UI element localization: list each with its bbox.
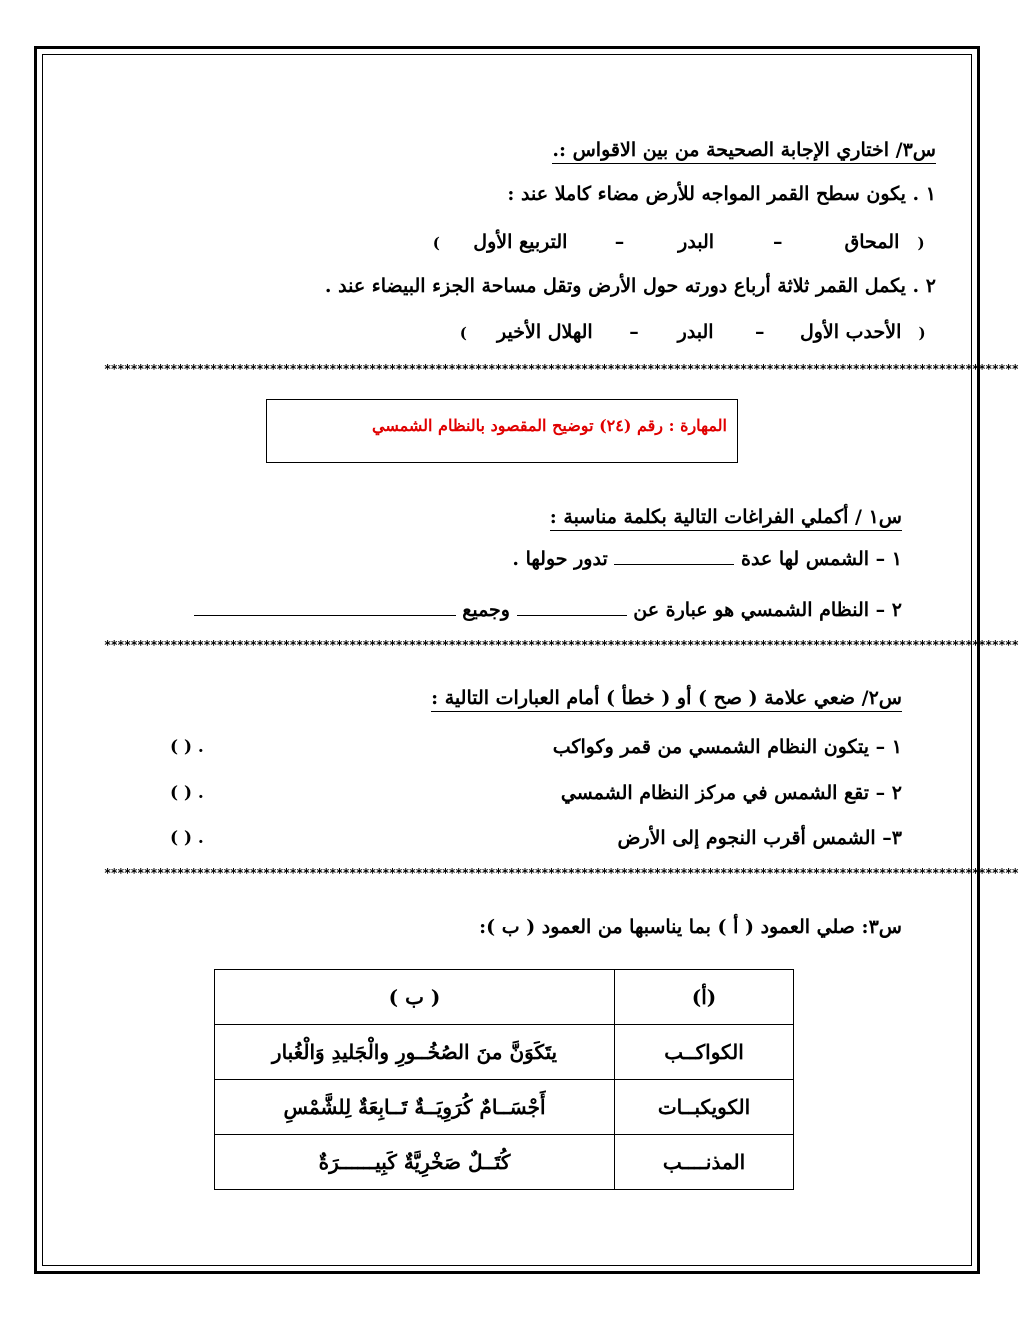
q3-match-title: س٣: صلي العمود ( أ ) بما يناسبها من العمود ( ب ):: [479, 916, 902, 938]
option-2: البدر: [677, 321, 714, 343]
skill-label: المهارة : رقم (٢٤) توضيح المقصود بالنظام الشمسي: [372, 416, 727, 435]
q1-fill-title: س١ / أكملي الفراغات التالية بكلمة مناسبة :: [550, 503, 902, 531]
answer-blank[interactable]: [614, 550, 734, 565]
column-b-cell[interactable]: أَجْسَــامٌ كُرَوِيَــةٌ تَــابِعَةٌ لِلشَّمْسِ: [215, 1080, 615, 1135]
q3-choose-item-2: ٢ . يكمل القمر ثلاثة أرباع دورته حول الأرض وتقل مساحة الجزء البيضاء عند .: [324, 275, 936, 297]
q2-tf-item-3: ٣– الشمس أقرب النجوم إلى الأرض: [617, 827, 902, 849]
q3-choose-item-1: ١ . يكون سطح القمر المواجه للأرض مضاء كاملا عند :: [507, 183, 936, 205]
q2-tf-item-1: ١ – يتكون النظام الشمسي من قمر وكواكب: [552, 736, 902, 758]
q2-tf-item-2: ٢ – تقع الشمس في مركز النظام الشمسي: [560, 782, 902, 804]
answer-blank[interactable]: [517, 601, 627, 616]
column-a-cell[interactable]: المذنــــب: [615, 1135, 794, 1190]
option-3: الهلال الأخير: [497, 321, 593, 343]
separator: ******************************************************************************************************************************************: [104, 638, 1019, 652]
table-row: [215, 1025, 794, 1080]
q1-fill-item-1: ١ – الشمس لها عدة تدور حولها .: [512, 548, 902, 570]
answer-parentheses[interactable]: ( ) .: [170, 828, 204, 848]
table-header-row: [215, 970, 794, 1025]
answer-parentheses[interactable]: ( ) .: [170, 783, 204, 803]
option-1: الأحدب الأول: [799, 321, 902, 343]
matching-table: [214, 969, 794, 1190]
option-3: التربيع الأول: [473, 231, 568, 253]
column-a-cell[interactable]: الكويكبــات: [615, 1080, 794, 1135]
option-1: المحاق: [844, 231, 900, 253]
q2-tf-title: س٢/ ضعي علامة ( صح ) أو ( خطأ ) أمام العبارات التالية :: [431, 684, 902, 712]
separator: ******************************************************************************************************************************************: [104, 362, 1019, 376]
column-b-header: ( ب ): [215, 970, 615, 1025]
separator: ******************************************************************************************************************************************: [104, 866, 1019, 880]
skill-box: [266, 399, 738, 463]
q3-choose-options-2: ( الأحدب الأول – البدر – الهلال الأخير ): [443, 318, 936, 347]
q1-fill-item-2: ٢ – النظام الشمسي هو عبارة عن وجميع: [194, 596, 902, 624]
table-row: [215, 1135, 794, 1190]
table-row: [215, 1080, 794, 1135]
column-a-cell[interactable]: الكواكــب: [615, 1025, 794, 1080]
column-b-cell[interactable]: كُتَــلٌ صَخْرِيَّةٌ كَبِيــــــرَةٌ: [215, 1135, 615, 1190]
q3-choose-options-1: ( المحاق – البدر – التربيع الأول ): [416, 228, 936, 257]
column-b-cell[interactable]: يتَكَوَنَّ منَ الصُخُــورِ والْجَليدِ وَالْغُبار: [215, 1025, 615, 1080]
answer-blank[interactable]: [194, 601, 456, 616]
option-2: البدر: [678, 231, 715, 253]
q3-choose-title: س٣/ اختاري الإجابة الصحيحة من بين الاقواس :.: [552, 136, 936, 164]
answer-parentheses[interactable]: ( ) .: [170, 737, 204, 757]
column-a-header: (أ): [615, 970, 794, 1025]
